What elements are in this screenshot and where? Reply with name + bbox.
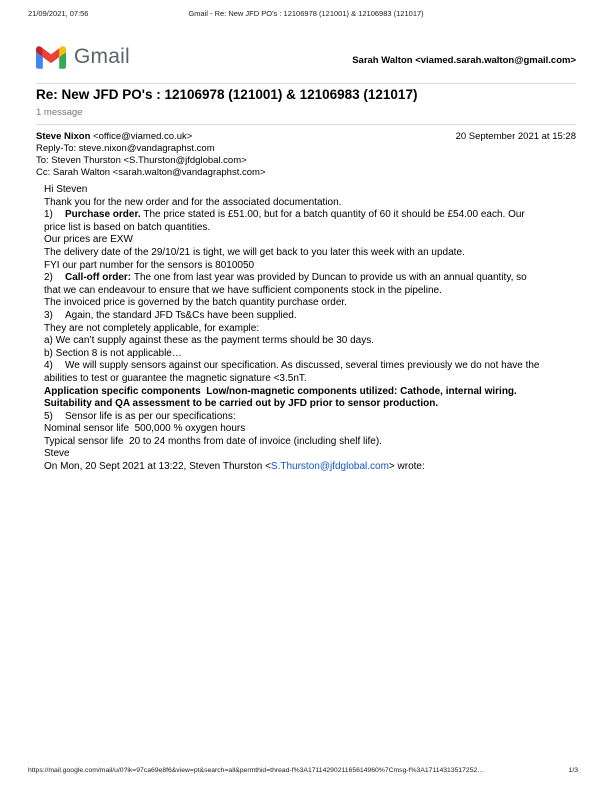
section-5-sensor-life: [44, 411, 544, 424]
gmail-logo: [36, 45, 130, 69]
section-1-text: The price stated is £51.00, but for a batch quantity of 60 it should be £54.00 each. Our price list is based on batch quantities.: [44, 209, 528, 233]
section-3-text: Again, the standard JFD Ts&Cs have been supplied.: [65, 309, 297, 321]
message-date: 20 September 2021 at 15:28: [455, 131, 576, 142]
list-number: 1): [44, 209, 53, 221]
divider-top: [36, 83, 576, 84]
quoted-email-link[interactable]: S.Thurston@jfdglobal.com: [270, 461, 389, 473]
signoff: Steve: [44, 448, 70, 460]
print-footer-url: https://mail.google.com/mail/u/0?ik=97ca69e8f6&view=pt&search=all&permthid=thread-f%3A1711429021165614960%7Cmsg-f%3A17114313517252…: [28, 767, 485, 774]
intro-paragraph: Thank you for the new order and for the associated documentation.: [44, 196, 342, 208]
cc-field: Cc: Sarah Walton <sarah.walton@vandagraphst.com>: [36, 167, 266, 178]
quoted-reply-header: [44, 461, 576, 474]
from-row: [36, 131, 576, 143]
message-body: [44, 184, 576, 474]
print-datetime: 21/09/2021, 07:56: [28, 9, 89, 18]
section-1-delivery: The delivery date of the 29/10/21 is tight, we will get back to you later this week with an update.: [44, 246, 465, 258]
quote-pre-text: On Mon, 20 Sept 2021 at 13:22, Steven Thurston <: [44, 461, 271, 473]
section-5-nominal-life: Nominal sensor life 500,000 % oxygen hours: [44, 423, 246, 435]
print-doc-title: Gmail - Re: New JFD PO's : 12106978 (121001) & 12106983 (121017): [188, 9, 424, 18]
section-2-lead: Call-off order:: [65, 272, 134, 284]
list-number: 5): [44, 410, 53, 422]
message-count: 1 message: [36, 107, 83, 118]
to-field: To: Steven Thurston <S.Thurston@jfdglobal.com>: [36, 155, 247, 166]
section-4-specification: [44, 360, 544, 385]
greeting: Hi Steven: [44, 184, 88, 195]
section-5-text: Sensor life is as per our specifications:: [65, 410, 236, 422]
from-field: [36, 131, 192, 143]
account-owner: Sarah Walton <viamed.sarah.walton@gmail.com>: [352, 55, 576, 66]
section-4-text: We will supply sensors against our specification. As discussed, several times previously we do not have the abilities to test or guarantee the magnetic signature <3.5nT.: [44, 360, 543, 384]
section-2-text: The one from last year was provided by Duncan to provide us with an annual quantity, so that we can endeavour to ensure that we have sufficient components stock in the pipeline.: [44, 272, 530, 296]
print-page-indicator: 1/3: [568, 767, 578, 774]
section-2-invoiced-price: The invoiced price is governed by the batch quantity purchase order.: [44, 297, 347, 309]
section-3-terms: [44, 310, 544, 323]
from-email: <office@viamed.co.uk>: [90, 131, 193, 142]
message-headers: [36, 131, 576, 179]
from-name: Steve Nixon: [36, 131, 91, 142]
section-1-prices-exw: Our prices are EXW: [44, 234, 133, 246]
section-3-item-b: b) Section 8 is not applicable…: [44, 347, 182, 359]
gmail-wordmark: Gmail: [74, 45, 130, 68]
section-3-not-applicable: They are not completely applicable, for example:: [44, 322, 260, 334]
quote-post-text: > wrote:: [388, 461, 425, 473]
section-3-item-a: a) We can’t supply against these as the payment terms should be 30 days.: [44, 335, 374, 347]
divider-subject: [36, 124, 576, 125]
section-2-call-off-order: [44, 272, 544, 297]
section-1-purchase-order: [44, 209, 544, 234]
section-5-typical-life: Typical sensor life 20 to 24 months from date of invoice (including shelf life).: [44, 435, 382, 447]
section-1-part-number: FYI our part number for the sensors is 8010050: [44, 259, 255, 271]
reply-to-field: Reply-To: steve.nixon@vandagraphst.com: [36, 143, 215, 154]
section-4-application-note: Application specific components Low/non-magnetic components utilized: Cathode, internal wiring. Suitability and QA assessment to be carried out by JFD prior to sensor production.: [44, 385, 520, 410]
thread-subject: Re: New JFD PO's : 12106978 (121001) & 12106983 (121017): [36, 87, 418, 102]
list-number: 3): [44, 309, 53, 321]
list-number: 4): [44, 360, 53, 372]
gmail-logo-icon: [36, 46, 66, 69]
section-1-lead: Purchase order.: [65, 209, 144, 221]
list-number: 2): [44, 272, 53, 284]
